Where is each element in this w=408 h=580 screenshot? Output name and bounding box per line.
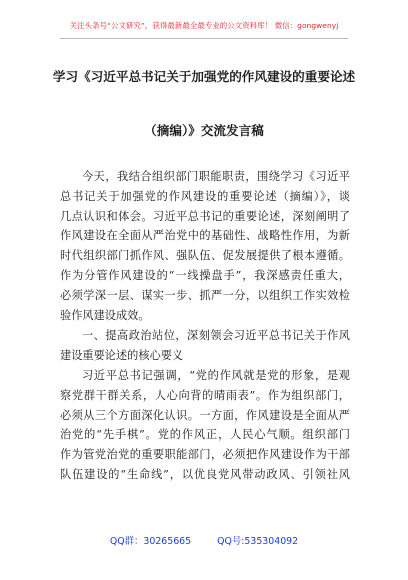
text-line: 建设重要论述的核心要义 — [60, 348, 184, 362]
text-line: 习近平总书记强调，“党的作风就是党的形象，是观 — [82, 369, 350, 382]
paragraph-body — [60, 366, 350, 485]
paragraph-intro — [60, 167, 350, 325]
text-line: 治党的“先手棋”。党的作风正，人民心气顺。组织部门 — [60, 428, 350, 442]
text-line: 队伍建设的“生命线”，以优良党风带动政风、引领社风 — [60, 467, 350, 481]
text-line: 作为分管作风建设的“一线操盘手”，我深感责任重大， — [60, 268, 350, 282]
text-line: 作为管党治党的重要职能部门，必须把作风建设作为干部 — [60, 448, 350, 462]
text-line: 一、提高政治站位，深刻领会习近平总书记关于作风 — [82, 329, 350, 342]
footer-qq-number: QQ号:535304092 — [217, 536, 299, 547]
text-line: 几点认识和体会。习近平总书记的重要论述，深刻阐明了 — [60, 209, 350, 223]
text-line: 时代组织部门抓作风、强队伍、促发展提供了根本遵循。 — [60, 249, 350, 263]
text-line: 必须学深一层、谋实一步、抓严一分，以组织工作实效检 — [60, 288, 350, 302]
section-heading-1 — [60, 326, 350, 366]
text-line: 必须从三个方面深化认识。一方面，作风建设是全面从严 — [60, 408, 350, 422]
footer-contact — [0, 533, 408, 547]
document-subtitle: （摘编）》交流发言稿 — [144, 123, 264, 138]
text-line: 作风建设在全面从严治党中的基础性、战略性作用，为新 — [60, 229, 350, 243]
header-divider — [60, 38, 348, 39]
text-line: 今天，我结合组织部门职能职责，围绕学习《习近平 — [82, 170, 350, 183]
document-title: 学习《习近平总书记关于加强党的作风建设的重要论述 — [52, 69, 356, 84]
header-banner: 关注头条号“公文研究”，获得最新最全最专业的公文资料库！ 微信：gongwenyj — [69, 21, 339, 30]
footer-qq-group: QQ群：30265665 — [109, 536, 192, 547]
text-line: 总书记关于加强党的作风建设的重要论述（摘编）》，谈 — [60, 189, 350, 203]
text-line: 察党群干群关系，人心向背的晴雨表”。作为组织部门， — [60, 388, 350, 402]
text-line: 验作风建设成效。 — [60, 308, 150, 322]
